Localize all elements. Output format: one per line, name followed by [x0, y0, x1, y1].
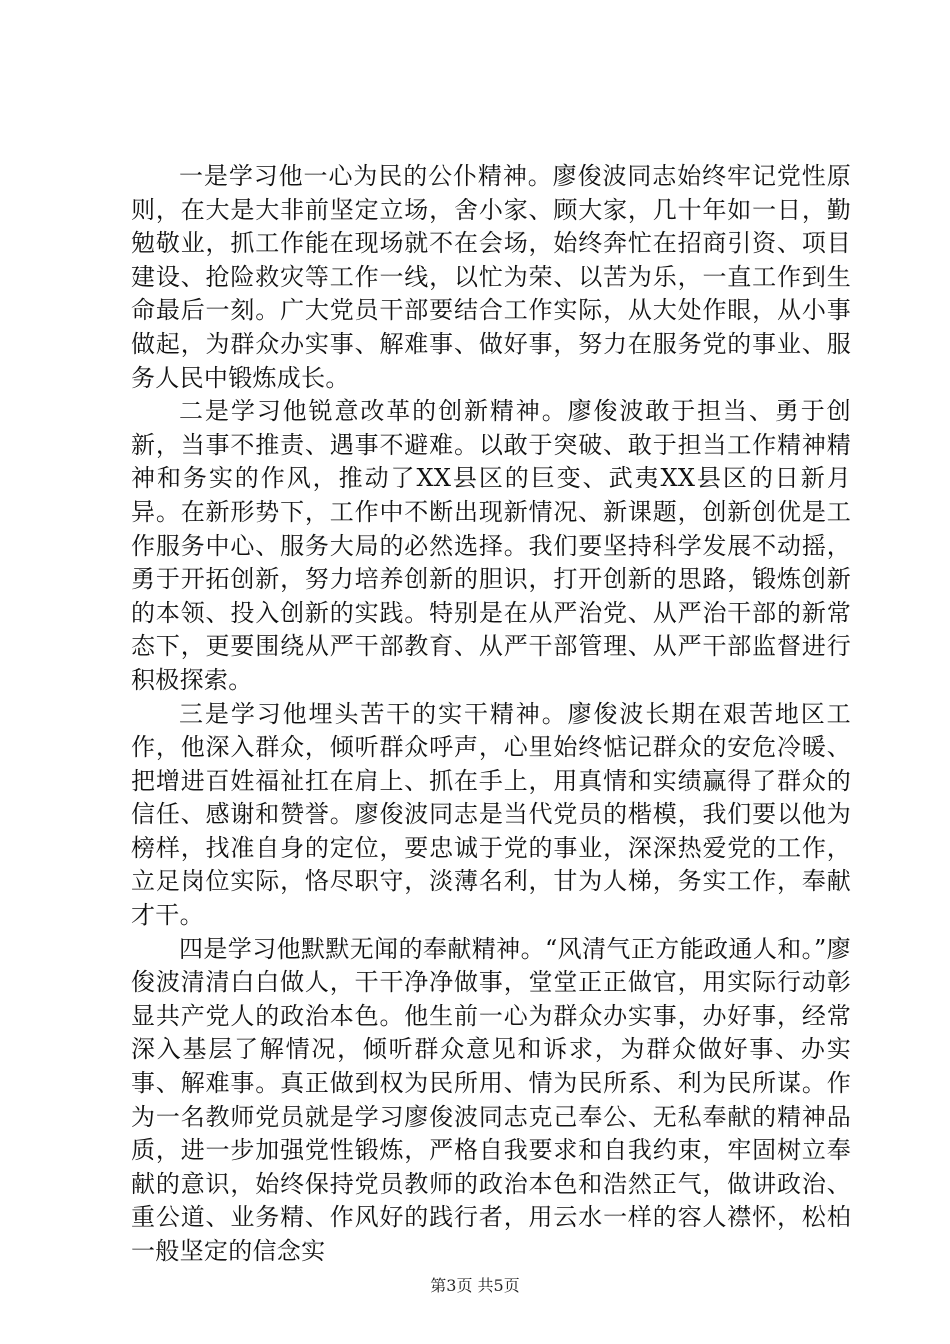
document-body	[131, 160, 851, 1269]
paragraph-1: 一是学习他一心为民的公仆精神。廖俊波同志始终牢记党性原则，在大是大非前坚定立场，舍小家、顾大家，几十年如一日，勤勉敬业，抓工作能在现场就不在会场，始终奔忙在招商引资、项目建设、抢险救灾等工作一线，以忙为荣、以苦为乐，一直工作到生命最后一刻。广大党员干部要结合工作实际，从大处作眼，从小事做起，为群众办实事、解难事、做好事，努力在服务党的事业、服务人民中锻炼成长。	[131, 162, 851, 392]
paragraph-3: 三是学习他埋头苦干的实干精神。廖俊波长期在艰苦地区工作，他深入群众，倾听群众呼声，心里始终惦记群众的安危冷暖、把增进百姓福祉扛在肩上、抓在手上，用真情和实绩赢得了群众的信任、感谢和赞誉。廖俊波同志是当代党员的楷模，我们要以他为榜样，找准自身的定位，要忠诚于党的事业，深深热爱党的工作，立足岗位实际，恪尽职守，淡薄名利，甘为人梯，务实工作，奉献才干。	[131, 699, 851, 930]
paragraph-2: 二是学习他锐意改革的创新精神。廖俊波敢于担当、勇于创新，当事不推责、遇事不避难。以敢于突破、敢于担当工作精神精神和务实的作风，推动了XX县区的巨变、武夷XX县区的日新月异。在新形势下，工作中不断出现新情况、新课题，创新创优是工作服务中心、服务大局的必然选择。我们要坚持科学发展不动摇，勇于开拓创新，努力培养创新的胆识，打开创新的思路，锻炼创新的本领、投入创新的实践。特别是在从严治党、从严治干部的新常态下，更要围绕从严干部教育、从严干部管理、从严干部监督进行积极探索。	[131, 397, 851, 694]
paragraph-4: 四是学习他默默无闻的奉献精神。“风清气正方能政通人和。”廖俊波清清白白做人，干干净净做事，堂堂正正做官，用实际行动彰显共产党人的政治本色。他生前一心为群众办实事，办好事，经常深入基层了解情况，倾听群众意见和诉求，为群众做好事、办实事、解难事。真正做到权为民所用、情为民所系、利为民所谋。作为一名教师党员就是学习廖俊波同志克己奉公、无私奉献的精神品质，进一步加强党性锻炼，严格自我要求和自我约束，牢固树立奉献的意识，始终保持党员教师的政治本色和浩然正气，做讲政治、重公道、业务精、作风好的践行者，用云水一样的容人襟怀，松柏一般坚定的信念实	[131, 934, 851, 1265]
page-footer: 第3页 共5页	[430, 1276, 520, 1295]
